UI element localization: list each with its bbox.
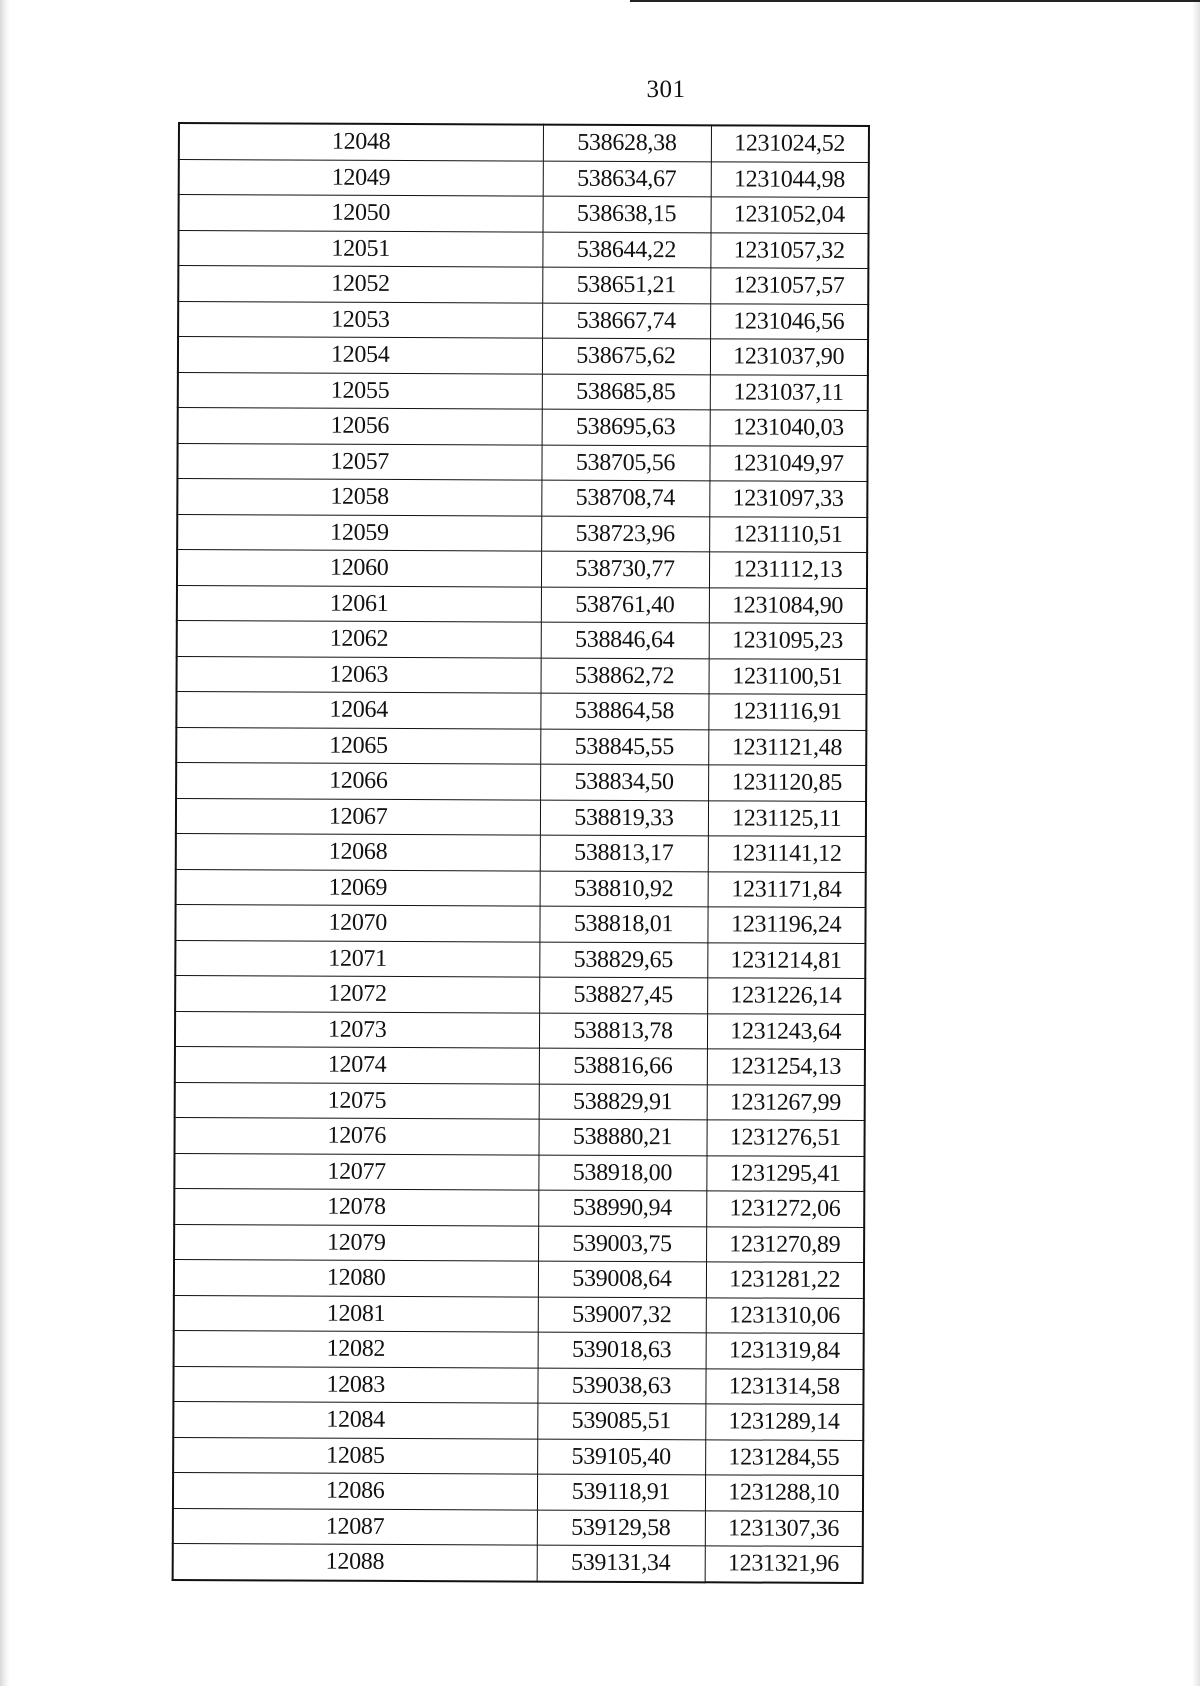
y-coordinate-cell: 1231310,06 [706,1297,864,1333]
point-number-cell: 12065 [176,727,540,764]
y-coordinate-cell: 1231037,90 [710,339,868,375]
top-rule [630,0,1200,2]
y-coordinate-cell: 1231267,99 [707,1084,865,1120]
table-row [174,1224,864,1263]
point-number-cell: 12074 [175,1046,539,1083]
point-number-cell: 12053 [178,301,542,338]
y-coordinate-cell: 1231037,11 [710,374,868,410]
x-coordinate-cell: 538834,50 [540,764,708,800]
x-coordinate-cell: 539131,34 [537,1545,705,1582]
y-coordinate-cell: 1231046,56 [710,303,868,339]
y-coordinate-cell: 1231024,52 [711,125,869,162]
y-coordinate-cell: 1231040,03 [710,410,868,446]
point-number-cell: 12052 [178,266,542,303]
table-row [173,1543,863,1582]
x-coordinate-cell: 538685,85 [542,374,710,410]
y-coordinate-cell: 1231226,14 [707,978,865,1014]
point-number-cell: 12070 [175,904,539,941]
y-coordinate-cell: 1231270,89 [706,1226,864,1262]
x-coordinate-cell: 538813,17 [540,835,708,871]
page-number: 301 [646,76,686,103]
point-number-cell: 12055 [178,372,542,409]
y-coordinate-cell: 1231196,24 [707,907,865,943]
table-row [175,1082,865,1121]
point-number-cell: 12069 [176,869,540,906]
x-coordinate-cell: 539008,64 [538,1261,706,1297]
y-coordinate-cell: 1231289,14 [705,1404,863,1440]
table-row [176,798,866,837]
x-coordinate-cell: 539003,75 [538,1226,706,1262]
y-coordinate-cell: 1231319,84 [706,1333,864,1369]
point-number-cell: 12054 [178,337,542,374]
point-number-cell: 12048 [179,123,543,161]
x-coordinate-cell: 538628,38 [543,125,711,162]
table-row [174,1330,864,1369]
y-coordinate-cell: 1231276,51 [706,1120,864,1156]
point-number-cell: 12084 [173,1401,537,1438]
table-row [174,1259,864,1298]
y-coordinate-cell: 1231116,91 [708,694,866,730]
y-coordinate-cell: 1231284,55 [705,1439,863,1475]
point-number-cell: 12086 [173,1472,537,1509]
y-coordinate-cell: 1231057,32 [710,232,868,268]
x-coordinate-cell: 538634,67 [543,161,711,197]
x-coordinate-cell: 538695,63 [542,409,710,445]
y-coordinate-cell: 1231121,48 [708,729,866,765]
x-coordinate-cell: 538864,58 [540,693,708,729]
y-coordinate-cell: 1231097,33 [709,481,867,517]
y-coordinate-cell: 1231307,36 [705,1510,863,1546]
x-coordinate-cell: 538829,65 [539,942,707,978]
y-coordinate-cell: 1231112,13 [709,552,867,588]
table-row [179,159,869,198]
point-number-cell: 12073 [175,1011,539,1048]
table-row [175,1011,865,1050]
x-coordinate-cell: 538705,56 [541,445,709,481]
table-row [178,408,868,447]
y-coordinate-cell: 1231110,51 [709,516,867,552]
y-coordinate-cell: 1231125,11 [708,800,866,836]
scan-edge-right [1192,0,1200,1686]
x-coordinate-cell: 539105,40 [537,1439,705,1475]
y-coordinate-cell: 1231214,81 [707,942,865,978]
table-row [174,1295,864,1334]
point-number-cell: 12087 [173,1508,537,1545]
y-coordinate-cell: 1231120,85 [708,765,866,801]
y-coordinate-cell: 1231084,90 [709,587,867,623]
x-coordinate-cell: 539018,63 [538,1332,706,1368]
point-number-cell: 12061 [177,585,541,622]
x-coordinate-cell: 538846,64 [541,622,709,658]
x-coordinate-cell: 539085,51 [537,1403,705,1439]
point-number-cell: 12059 [177,514,541,551]
x-coordinate-cell: 538829,91 [539,1084,707,1120]
x-coordinate-cell: 538862,72 [541,658,709,694]
table-row [173,1401,863,1440]
y-coordinate-cell: 1231141,12 [708,836,866,872]
table-row [176,869,866,908]
y-coordinate-cell: 1231100,51 [709,658,867,694]
x-coordinate-cell: 538723,96 [541,516,709,552]
x-coordinate-cell: 538827,45 [539,977,707,1013]
table-row [178,266,868,305]
x-coordinate-cell: 538675,62 [542,338,710,374]
x-coordinate-cell: 539038,63 [537,1368,705,1404]
table-row [175,904,865,943]
point-number-cell: 12063 [177,656,541,693]
table-row [175,1117,865,1156]
point-number-cell: 12067 [176,798,540,835]
point-number-cell: 12083 [173,1366,537,1403]
x-coordinate-cell: 538845,55 [540,729,708,765]
table-row [177,585,867,624]
table-row [178,337,868,376]
table-row [177,443,867,482]
table-row [173,1437,863,1476]
x-coordinate-cell: 538813,78 [539,1013,707,1049]
table-row [176,833,866,872]
point-number-cell: 12068 [176,833,540,870]
y-coordinate-cell: 1231321,96 [705,1546,863,1583]
point-number-cell: 12077 [174,1153,538,1190]
x-coordinate-cell: 538761,40 [541,587,709,623]
table-row [178,301,868,340]
table-row [173,1366,863,1405]
table-row [178,372,868,411]
x-coordinate-cell: 538651,21 [542,267,710,303]
table-row [173,1472,863,1511]
x-coordinate-cell: 538818,01 [539,906,707,942]
y-coordinate-cell: 1231049,97 [709,445,867,481]
point-number-cell: 12079 [174,1224,538,1261]
y-coordinate-cell: 1231057,57 [710,268,868,304]
y-coordinate-cell: 1231281,22 [706,1262,864,1298]
table-row [175,975,865,1014]
point-number-cell: 12064 [176,691,540,728]
table-row [179,195,869,234]
point-number-cell: 12056 [178,408,542,445]
table-row [173,1508,863,1547]
table-row [177,656,867,695]
table-row [176,727,866,766]
point-number-cell: 12085 [173,1437,537,1474]
y-coordinate-cell: 1231044,98 [711,161,869,197]
x-coordinate-cell: 538644,22 [542,232,710,268]
y-coordinate-cell: 1231243,64 [707,1013,865,1049]
y-coordinate-cell: 1231288,10 [705,1475,863,1511]
y-coordinate-cell: 1231254,13 [707,1049,865,1085]
table-row [177,514,867,553]
x-coordinate-cell: 538638,15 [543,196,711,232]
table-row [179,123,869,162]
table-row [176,691,866,730]
table-row [174,1153,864,1192]
point-number-cell: 12049 [179,159,543,196]
x-coordinate-cell: 538667,74 [542,303,710,339]
x-coordinate-cell: 538990,94 [538,1190,706,1226]
x-coordinate-cell: 538816,66 [539,1048,707,1084]
point-number-cell: 12058 [177,479,541,516]
x-coordinate-cell: 539118,91 [537,1474,705,1510]
point-number-cell: 12057 [177,443,541,480]
point-number-cell: 12051 [178,230,542,267]
point-number-cell: 12081 [174,1295,538,1332]
coordinates-table-body [173,123,869,1582]
point-number-cell: 12076 [175,1117,539,1154]
table-row [176,762,866,801]
x-coordinate-cell: 538880,21 [538,1119,706,1155]
point-number-cell: 12080 [174,1259,538,1296]
coordinates-table-wrapper [172,122,870,1584]
table-row [175,940,865,979]
point-number-cell: 12088 [173,1543,537,1581]
x-coordinate-cell: 538730,77 [541,551,709,587]
y-coordinate-cell: 1231171,84 [708,871,866,907]
table-row [178,230,868,269]
table-row [177,479,867,518]
point-number-cell: 12078 [174,1188,538,1225]
table-row [177,550,867,589]
point-number-cell: 12082 [174,1330,538,1367]
x-coordinate-cell: 539129,58 [537,1510,705,1546]
x-coordinate-cell: 538810,92 [540,871,708,907]
point-number-cell: 12072 [175,975,539,1012]
point-number-cell: 12071 [175,940,539,977]
x-coordinate-cell: 538918,00 [538,1155,706,1191]
point-number-cell: 12050 [179,195,543,232]
point-number-cell: 12066 [176,762,540,799]
point-number-cell: 12075 [175,1082,539,1119]
y-coordinate-cell: 1231052,04 [711,197,869,233]
table-row [174,1188,864,1227]
y-coordinate-cell: 1231095,23 [709,623,867,659]
coordinates-table [172,122,870,1584]
y-coordinate-cell: 1231295,41 [706,1155,864,1191]
x-coordinate-cell: 539007,32 [538,1297,706,1333]
y-coordinate-cell: 1231314,58 [705,1368,863,1404]
y-coordinate-cell: 1231272,06 [706,1191,864,1227]
table-row [177,620,867,659]
point-number-cell: 12062 [177,620,541,657]
x-coordinate-cell: 538708,74 [541,480,709,516]
point-number-cell: 12060 [177,550,541,587]
scan-edge-left [0,0,10,1686]
table-row [175,1046,865,1085]
x-coordinate-cell: 538819,33 [540,800,708,836]
